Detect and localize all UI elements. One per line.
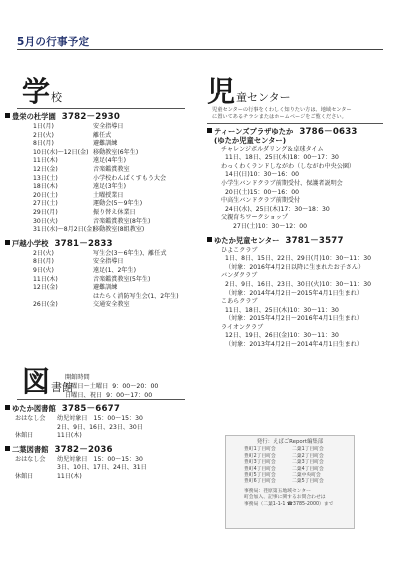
library-row-value: 11日(木) [57, 432, 82, 440]
program-line: 27日(土)10：30～12：00 [233, 222, 307, 230]
event-name: 小学校わんぱくすもう大会 [93, 174, 167, 182]
section-phone: 3782－2036 [54, 444, 113, 455]
square-bullet-icon [5, 446, 10, 451]
children-schedule [207, 123, 397, 350]
square-bullet-icon [5, 240, 10, 245]
event-row [5, 258, 195, 267]
event-name: 遠足(4年生) [93, 157, 127, 165]
event-name: 土曜授業日 [93, 191, 124, 199]
section-phone: 3782－2930 [61, 112, 121, 122]
event-row [5, 267, 195, 276]
event-date: 8日(月) [33, 140, 54, 148]
page-title: 5月の行事予定 [17, 36, 90, 48]
section-phone: 3781－3577 [285, 235, 344, 246]
event-name: 安全指導日 [93, 123, 124, 130]
square-bullet-icon [5, 113, 10, 118]
event-row [5, 140, 195, 149]
event-date: 29日(月) [33, 208, 58, 216]
event-name: 安全指導日 [93, 258, 124, 266]
library-row-label [5, 464, 57, 473]
event-name: 移動教室(6年生) [93, 148, 139, 156]
member-association: 二葉中央町会 [292, 473, 321, 479]
library-row-label [5, 424, 57, 433]
event-name: 音楽鑑賞教室 [93, 165, 130, 173]
member-grid [226, 445, 354, 485]
program-line: 父親育ちワークショップ [221, 214, 288, 222]
event-row [5, 209, 195, 218]
library-row [5, 432, 205, 441]
publisher-title: 発行：えばごReport編集部 [256, 439, 324, 445]
event-date: 27日(土) [33, 200, 58, 208]
hours-row: 月曜日～土曜日 9：00～20：00 [65, 383, 159, 390]
hours-row: 日曜日、祝日 9：00～17：00 [65, 392, 153, 399]
event-name: 避難訓練 [93, 284, 118, 292]
library-kanji: 図 [22, 365, 51, 398]
section-name: 二葉図書館 [12, 444, 49, 454]
member-association: 二葉2丁目町会 [292, 453, 324, 459]
member-association: 豊町4丁目町会 [244, 466, 276, 472]
event-row [5, 123, 195, 132]
section-name: 豊栄の杜学園 [12, 112, 56, 121]
publisher-footer [226, 486, 354, 508]
member-association: 二葉4丁目町会 [292, 466, 324, 472]
event-date: 11日(木) [33, 275, 58, 283]
children-kanji: 児 [207, 75, 236, 108]
event-row [5, 183, 195, 192]
library-row-label: 休館日 [15, 472, 34, 480]
member-association: 豊町3丁目町会 [244, 460, 276, 466]
member-association: 豊町2丁目町会 [244, 453, 276, 459]
event-name: 離任式 [93, 131, 112, 139]
library-row-label: おはなし会 [15, 415, 46, 422]
program-line: わっくわくランドしながわ（しながわ中央公園） [221, 162, 356, 170]
library-schedule [5, 400, 205, 482]
intro-line: 児童センターの行事をくわしく知りたい方は、地域センター [212, 107, 352, 113]
event-name: 遠足(1、2年生) [93, 266, 136, 274]
program-line: ライオンクラブ [221, 323, 264, 331]
section-name: ゆたか児童センター [214, 235, 280, 245]
school-schedule [5, 108, 195, 310]
member-association: 豊町5丁目町会 [244, 473, 276, 479]
program-line: こあらクラブ [221, 298, 258, 306]
event-name: 音楽鑑賞教室(8年生) [93, 217, 151, 225]
program-line: （対象：2015年4月2日～2016年4月1日生まれ） [225, 315, 363, 323]
event-name: 音楽鑑賞教室(5年生) [93, 275, 151, 283]
school-kanji: 学 [22, 75, 51, 108]
footer-line: 事務局（二葉1-1-1 ☎3785-2000）まで [244, 501, 334, 507]
event-date: 10日(水)～12日(金) [33, 148, 89, 156]
library-row [5, 415, 205, 424]
school-suffix: 校 [51, 91, 63, 104]
library-row-value: 幼児対象日 15：00～15：30 [57, 415, 143, 422]
section-name: ゆたか図書館 [12, 404, 56, 413]
program-line: 小学生バンドクラブ前期受付、保護者説明会 [221, 179, 343, 187]
event-row [5, 157, 195, 166]
program-line: 12日、19日、26日(金)10：30～11：30 [225, 332, 339, 340]
event-date: 9日(火) [33, 266, 54, 274]
intro-line: に置いてあるチラシまたはホームページをご覧ください。 [212, 114, 347, 120]
event-row [5, 293, 195, 302]
event-row [5, 166, 195, 175]
event-date: 20日(土) [33, 191, 58, 199]
program-line: 20日(土)15：00～16：00 [225, 188, 299, 196]
square-bullet-icon [207, 237, 212, 242]
event-row [5, 226, 195, 235]
program-line: 24日(水)、25日(木)17：30～18：30 [225, 205, 330, 213]
library-row-value: 2日、9日、16日、23日、30日 [57, 423, 143, 431]
event-date: 26日(金) [33, 301, 58, 309]
library-hours [65, 373, 158, 400]
event-date [5, 293, 93, 302]
program-line: （対象：2016年4月2日以降に生まれたお子さん） [225, 263, 365, 271]
event-date: 12日(金) [33, 165, 58, 173]
children-heading [207, 75, 291, 108]
event-name: 遠足(3年生) [93, 183, 127, 191]
program-line: 14日(日)10：30～16：00 [225, 171, 299, 179]
member-association: 豊町1丁目町会 [244, 447, 276, 453]
event-date: 31日(水)～8月2日(金) [33, 226, 95, 234]
library-row-label: 休館日 [15, 432, 34, 440]
program-line: ひよこクラブ [221, 246, 258, 254]
children-suffix: 童センター [236, 91, 291, 104]
library-row-label: おはなし会 [15, 455, 46, 463]
event-name: 写生会(3～6年生)、離任式 [93, 249, 167, 257]
event-name: 移動教室(8組教室) [93, 226, 145, 234]
section-phone: 3786－0633 [299, 127, 358, 137]
section-header [207, 237, 397, 247]
program-line: 11日、18日、25日(木)10：30～11：30 [225, 306, 339, 314]
program-line: 1日、8日、15日、22日、29日(月)10：30～11：30 [225, 255, 372, 263]
event-row [5, 200, 195, 209]
section-header [5, 240, 195, 250]
event-date: 12日(金) [33, 284, 58, 292]
children-intro [212, 107, 352, 121]
event-row [5, 301, 195, 310]
member-association: 豊町6丁目町会 [244, 479, 276, 485]
library-row [5, 464, 205, 473]
footer-line: 事務局：荏原第五地域センター [244, 488, 311, 494]
section-header [5, 113, 195, 123]
section-subname: (ゆたか児童センター) [214, 136, 287, 145]
square-bullet-icon [5, 405, 10, 410]
event-row [5, 276, 195, 285]
program-line: 2日、9日、16日、23日、30日(火)10：30～11：30 [225, 280, 372, 288]
hours-label: 開館時間 [65, 374, 90, 381]
event-name: 振り替え休業日 [93, 208, 136, 216]
program-line: （対象：2013年4月2日～2014年4月1日生まれ） [225, 341, 363, 349]
section-name: 戸越小学校 [12, 238, 49, 248]
library-row-value: 3日、10日、17日、24日、31日 [57, 464, 147, 472]
event-date: 1日(月) [33, 123, 54, 130]
event-date: 30日(火) [33, 217, 58, 225]
library-suffix: 書館 [51, 381, 74, 394]
event-row [5, 284, 195, 293]
event-date: 11日(木) [33, 157, 58, 165]
program-line: チャレンジボルダリング＆卓球タイム [221, 145, 324, 153]
program-line: 11日、18日、25日(木)18：00～17：30 [225, 154, 339, 162]
program-line: 中高生バンドクラブ前期受付 [221, 197, 301, 205]
event-date: 13日(土) [33, 174, 58, 182]
square-bullet-icon [207, 128, 212, 133]
library-row-value: 11日(木) [57, 472, 82, 480]
section-phone: 3781－2833 [54, 238, 113, 249]
event-name: 交通安全教室 [93, 301, 130, 309]
member-association: 二葉3丁目町会 [292, 460, 324, 466]
title-divider [17, 49, 383, 50]
section-phone: 3785－6677 [61, 404, 121, 414]
section-name: ティーンズプラザゆたか [214, 127, 294, 136]
program-line: （対象：2014年4月2日～2015年4月1日生まれ） [225, 289, 363, 297]
program-line: バンダクラブ [221, 272, 258, 280]
event-row [5, 175, 195, 184]
publisher-box [225, 435, 355, 529]
event-row [5, 132, 195, 141]
library-row [5, 456, 205, 465]
footer-line: 町会加入、記事に関するお問合わせは [244, 495, 326, 501]
library-row [5, 424, 205, 433]
event-name: はたらく消防写生会(1、2年生) [93, 292, 179, 300]
member-association: 二葉1丁目町会 [292, 447, 324, 453]
event-date: 18日(木) [33, 183, 58, 191]
event-name: 避難訓練 [93, 140, 118, 148]
school-heading [22, 75, 63, 108]
event-date: 8日(月) [33, 258, 54, 266]
event-date: 2日(火) [33, 131, 54, 139]
section-header [5, 446, 205, 456]
library-row [5, 473, 205, 482]
section-header [5, 405, 205, 415]
event-row [5, 218, 195, 227]
member-association: 二葉5丁目町会 [292, 479, 324, 485]
library-row-value: 幼児対象日 15：00～15：30 [57, 455, 143, 463]
event-name: 運動会(5～9年生) [93, 200, 143, 208]
event-date: 2日(火) [33, 249, 54, 257]
